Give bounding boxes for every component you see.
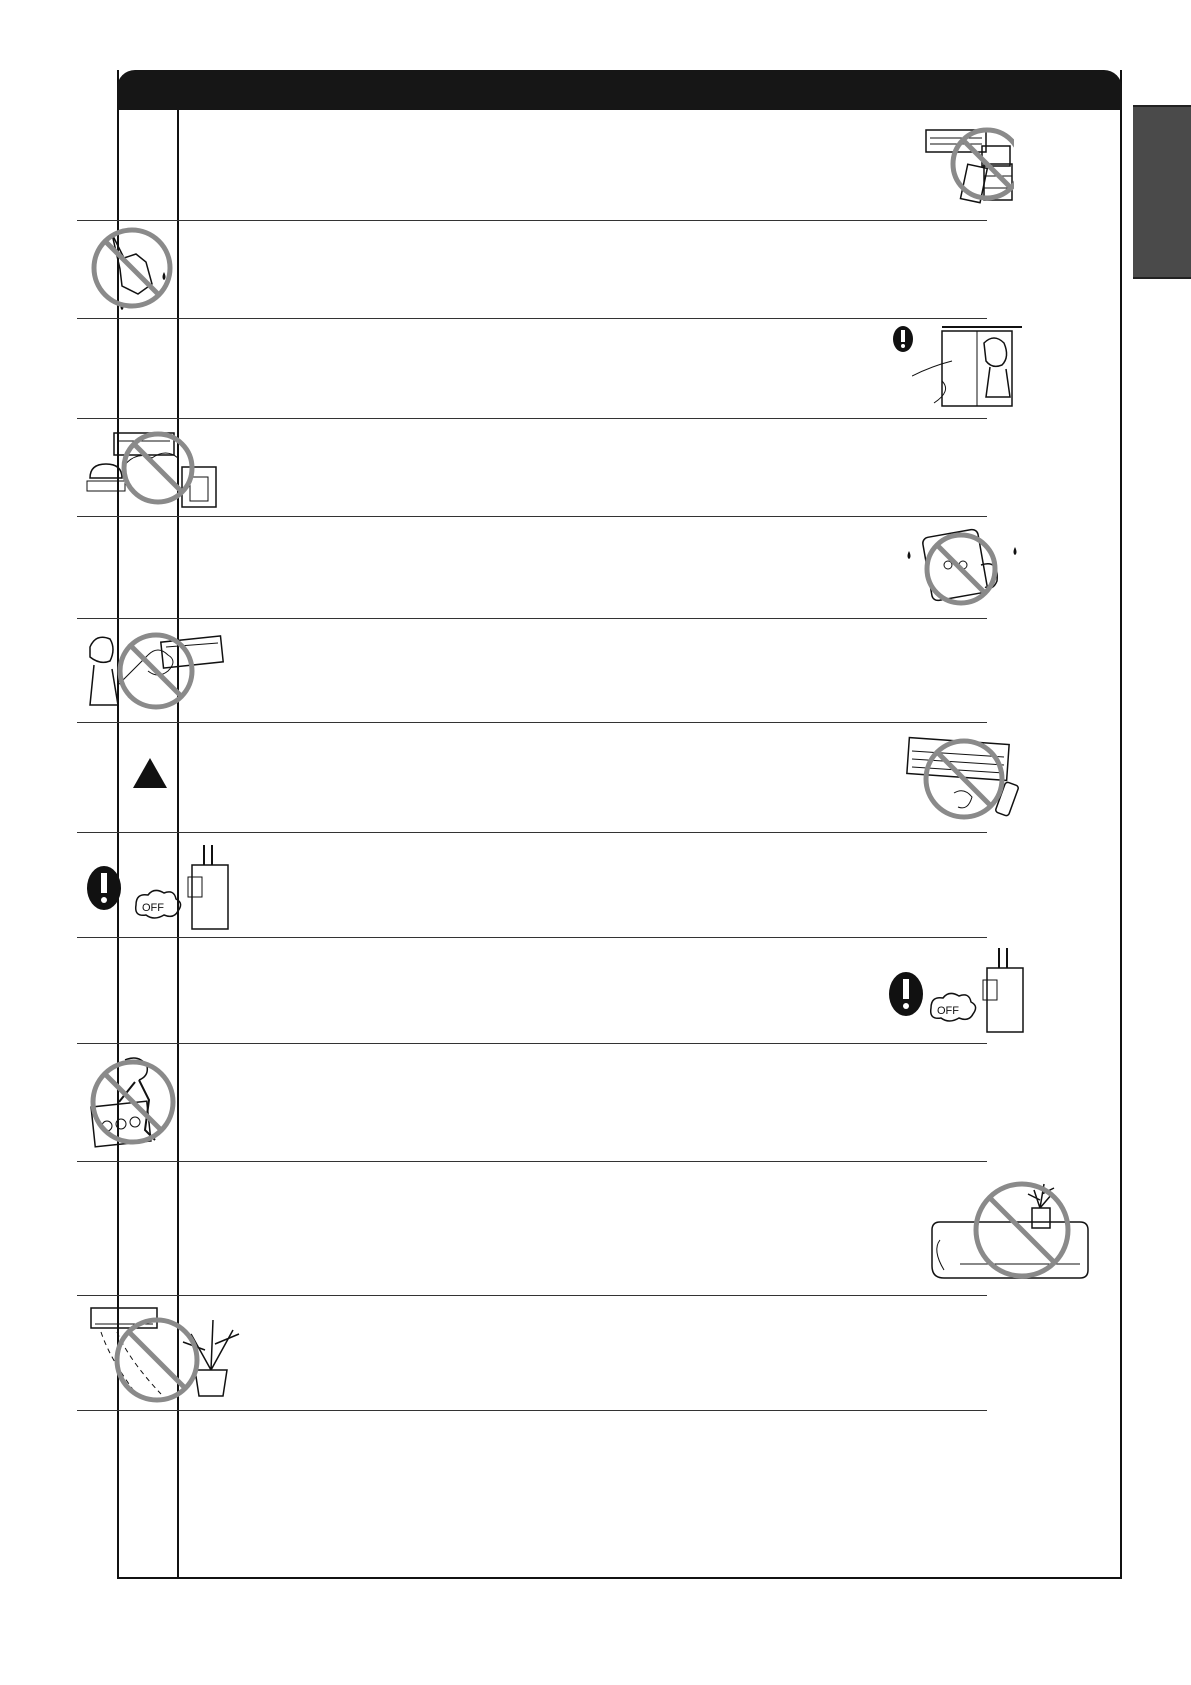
mandatory-action-icon: [889, 971, 923, 1017]
section-tab: [1133, 105, 1191, 279]
caution-row-10: [77, 1044, 987, 1162]
no-wet-remote-icon: [903, 525, 1023, 613]
caution-row-2: [77, 221, 987, 319]
ventilate-room-icon: [912, 321, 1022, 413]
no-wet-hands-icon: [82, 224, 182, 314]
caution-row-5: [77, 517, 987, 619]
caution-row-11: [77, 1162, 987, 1296]
caution-row-6: [77, 619, 987, 723]
svg-text:OFF: OFF: [142, 902, 164, 914]
mandatory-action-icon: [87, 865, 121, 911]
switch-off-breaker-icon: [927, 948, 1027, 1040]
frame-header: [117, 70, 1122, 110]
no-water-spray-icon: [82, 625, 232, 717]
mandatory-action-icon: [893, 325, 913, 353]
caution-row-12: [77, 1296, 987, 1411]
caution-row-1: [77, 110, 987, 221]
svg-text:OFF: OFF: [937, 1005, 959, 1017]
caution-row-9: [77, 938, 987, 1044]
no-steam-heater-near-unit-icon: [82, 423, 232, 515]
no-airflow-on-plants-icon: [87, 1300, 247, 1404]
no-insecticide-spray-icon: [904, 733, 1024, 825]
caution-row-4: [77, 419, 987, 517]
caution-row-3: [77, 319, 987, 419]
caution-row-7: [77, 723, 987, 833]
no-stepping-on-outdoor-unit-icon: [85, 1052, 185, 1156]
switch-off-breaker-icon: [132, 845, 232, 937]
no-objects-on-unit-icon: [930, 1170, 1110, 1290]
air-conditioner-blocked-by-furniture-icon: [924, 116, 1014, 211]
caution-row-8: [77, 833, 987, 938]
